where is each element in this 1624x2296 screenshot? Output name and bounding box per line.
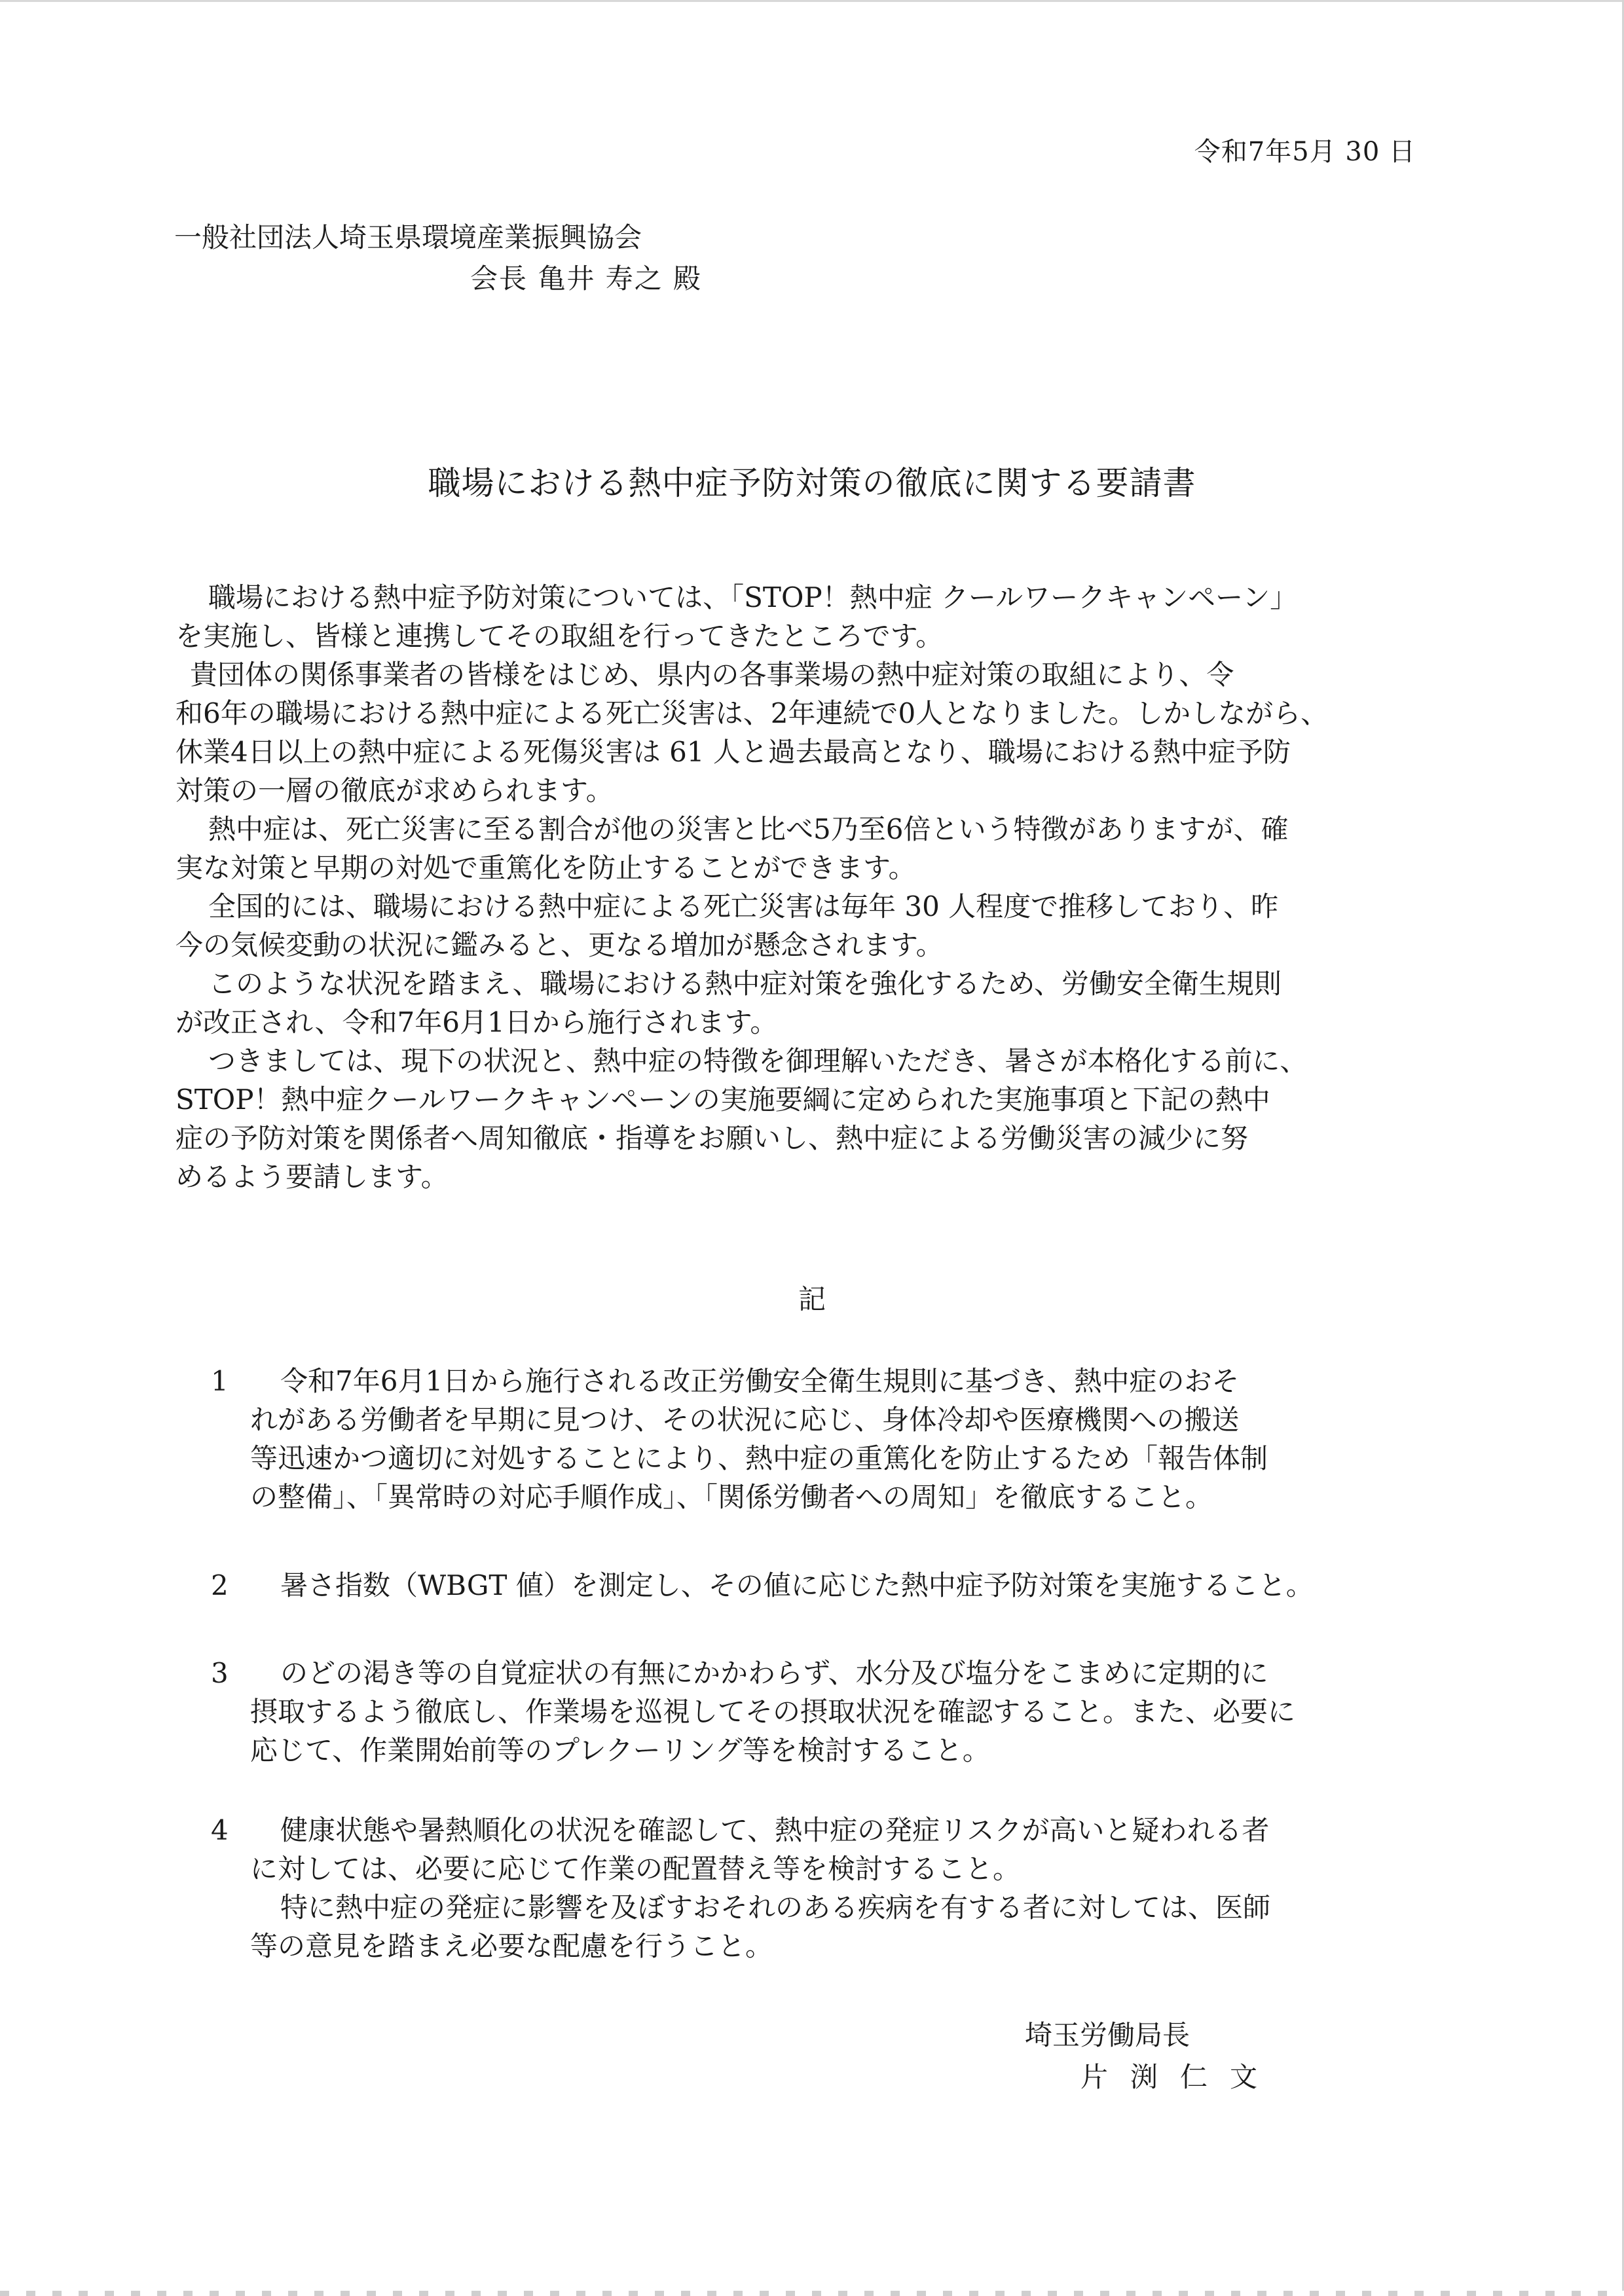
body-line: 対策の一層の徹底が求められます。 bbox=[175, 774, 614, 807]
body-line: 熱中症は、死亡災害に至る割合が他の災害と比べ5乃至6倍という特徴がありますが、確 bbox=[208, 813, 1289, 845]
item-number: 1 bbox=[211, 1365, 229, 1397]
body-line: つきましては、現下の状況と、熱中症の特徴を御理解いただき、暑さが本格化する前に、 bbox=[208, 1045, 1308, 1077]
body-line: 和6年の職場における熱中症による死亡災害は、2年連続で0人となりました。しかしながら、 bbox=[175, 697, 1329, 729]
item-line: の整備」、「異常時の対応手順作成」、「関係労働者への周知」を徹底すること。 bbox=[250, 1481, 1213, 1513]
item-line: 応じて、作業開始前等のプレクーリング等を検討すること。 bbox=[250, 1734, 990, 1766]
body-line: 全国的には、職場における熱中症による死亡災害は毎年 30 人程度で推移しており、昨 bbox=[208, 890, 1279, 922]
document-title: 職場における熱中症予防対策の徹底に関する要請書 bbox=[428, 464, 1196, 502]
body-line: 今の気候変動の状況に鑑みると、更なる増加が懸念されます。 bbox=[175, 929, 944, 961]
body-line: このような状況を踏まえ、職場における熱中症対策を強化するため、労働安全衛生規則 bbox=[208, 968, 1282, 1000]
addressee-organization: 一般社団法人埼玉県環境産業振興協会 bbox=[174, 221, 642, 253]
item-number: 3 bbox=[211, 1657, 229, 1689]
scan-edge-bottom bbox=[0, 2291, 1624, 2296]
signature-office: 埼玉労働局長 bbox=[1025, 2019, 1190, 2051]
body-line: 職場における熱中症予防対策については、「STOP！熱中症 クールワークキャンペーン」 bbox=[208, 581, 1298, 613]
item-line: 暑さ指数（WBGT 値）を測定し、その値に応じた熱中症予防対策を実施すること。 bbox=[280, 1569, 1314, 1601]
scan-edge-top bbox=[0, 0, 1624, 2]
item-text bbox=[250, 1654, 1429, 1770]
item-line: 等の意見を踏まえ必要な配慮を行うこと。 bbox=[250, 1930, 773, 1962]
addressee-person: 会長 亀井 寿之 殿 bbox=[470, 263, 703, 295]
item-text bbox=[250, 1566, 1429, 1605]
body-line: 実な対策と早期の対処で重篤化を防止することができます。 bbox=[175, 852, 916, 884]
item-line: に対しては、必要に応じて作業の配置替え等を検討すること。 bbox=[250, 1853, 1021, 1885]
item-line: 等迅速かつ適切に対処することにより、熱中症の重篤化を防止するため「報告体制 bbox=[250, 1442, 1268, 1474]
body-line: 休業4日以上の熱中症による死傷災害は 61 人と過去最高となり、職場における熱中症予防 bbox=[175, 736, 1291, 768]
body-line: が改正され、令和7年6月1日から施行されます。 bbox=[175, 1006, 778, 1038]
item-line: 令和7年6月1日から施行される改正労働安全衛生規則に基づき、熱中症のおそ bbox=[280, 1365, 1240, 1397]
ki-heading: 記 bbox=[798, 1283, 826, 1315]
item-number: 2 bbox=[211, 1569, 229, 1601]
item-text bbox=[250, 1811, 1429, 1965]
body-line: めるよう要請します。 bbox=[175, 1161, 449, 1193]
body-line: 貴団体の関係事業者の皆様をはじめ、県内の各事業場の熱中症対策の取組により、令 bbox=[190, 659, 1234, 691]
item-line: 特に熱中症の発症に影響を及ぼすおそれのある疾病を有する者に対しては、医師 bbox=[280, 1891, 1271, 1923]
body-line: STOP！熱中症クールワークキャンペーンの実施要綱に定められた実施事項と下記の熱中 bbox=[175, 1084, 1270, 1116]
body-line: 症の予防対策を関係者へ周知徹底・指導をお願いし、熱中症による労働災害の減少に努 bbox=[175, 1122, 1249, 1154]
item-line: れがある労働者を早期に見つけ、その状況に応じ、身体冷却や医療機関への搬送 bbox=[250, 1404, 1240, 1436]
item-line: 摂取するよう徹底し、作業場を巡視してその摂取状況を確認すること。また、必要に bbox=[250, 1696, 1296, 1728]
item-line: 健康状態や暑熱順化の状況を確認して、熱中症の発症リスクが高いと疑われる者 bbox=[280, 1814, 1270, 1846]
item-line: のどの渇き等の自覚症状の有無にかかわらず、水分及び塩分をこまめに定期的に bbox=[280, 1657, 1268, 1689]
body-text bbox=[175, 578, 1426, 1196]
item-number: 4 bbox=[211, 1814, 229, 1846]
item-text bbox=[250, 1362, 1429, 1516]
signature-name: 片渕仁文 bbox=[1080, 2061, 1280, 2093]
body-line: を実施し、皆様と連携してその取組を行ってきたところです。 bbox=[175, 620, 944, 652]
document-date: 令和7年5月 30 日 bbox=[1194, 137, 1416, 167]
